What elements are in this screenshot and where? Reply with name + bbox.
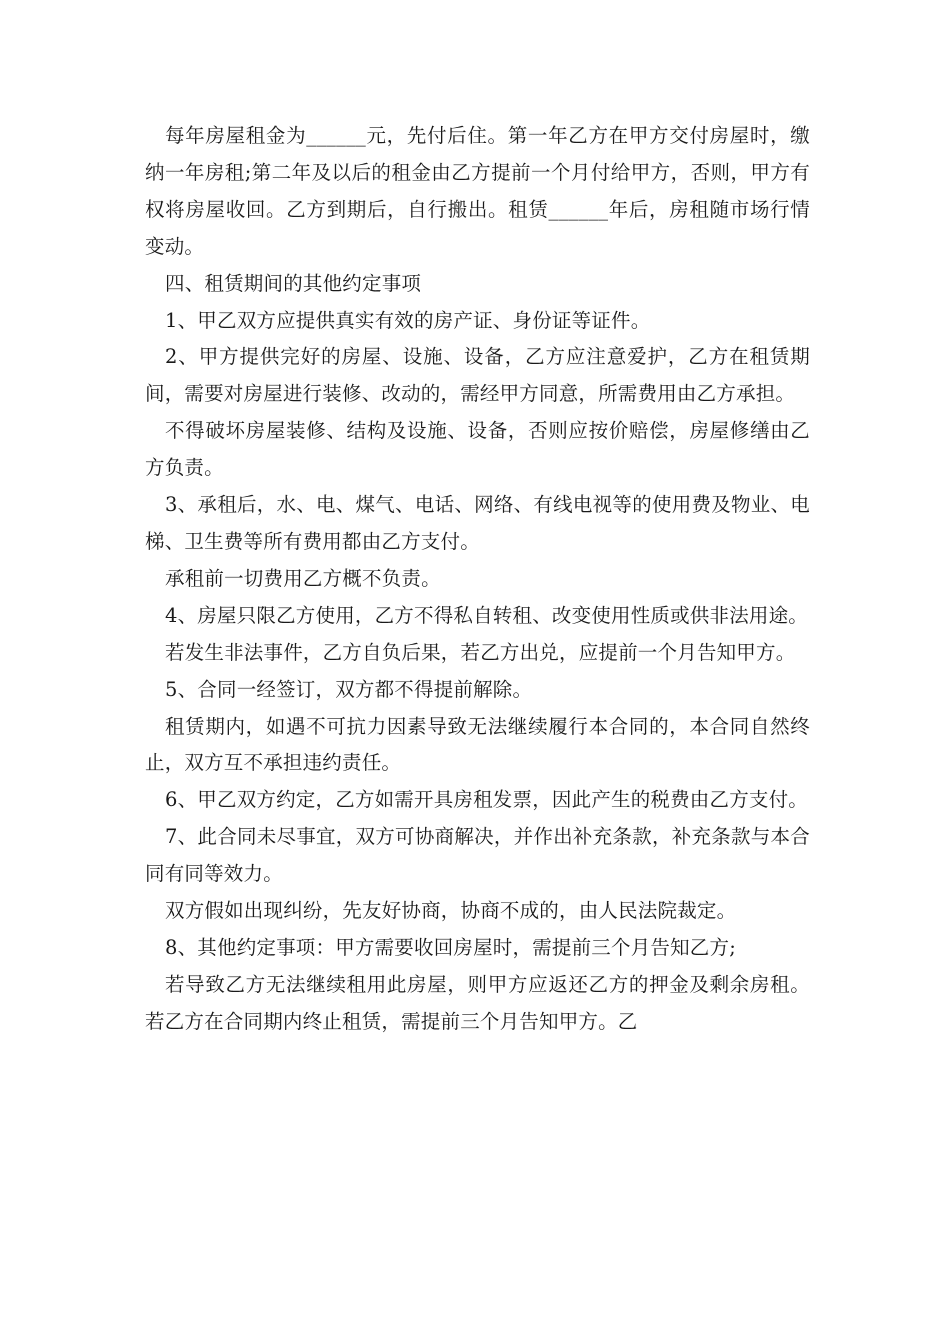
clause-6: 6、甲乙双方约定，乙方如需开具房租发票，因此产生的税费由乙方支付。 — [165, 788, 809, 812]
clause-5: 5、合同一经签订，双方都不得提前解除。 — [165, 677, 533, 701]
section-heading-other-terms: 四、租赁期间的其他约定事项 — [165, 271, 422, 295]
clause-7: 7、此合同未尽事宜，双方可协商解决，并作出补充条款，补充条款与本合同有同等效力。 — [145, 825, 810, 886]
clause-3-continued: 承租前一切费用乙方概不负责。 — [165, 566, 441, 590]
clause-8-continued: 若导致乙方无法继续租用此房屋，则甲方应返还乙方的押金及剩余房租。若乙方在合同期内终止租赁，需提前三个月告知甲方。乙 — [145, 972, 810, 1033]
clause-2: 2、甲方提供完好的房屋、设施、设备，乙方应注意爱护，乙方在租赁期间，需要对房屋进行装修、改动的，需经甲方同意，所需费用由乙方承担。 — [145, 345, 810, 406]
clause-2-continued: 不得破坏房屋装修、结构及设施、设备，否则应按价赔偿，房屋修缮由乙方负责。 — [145, 419, 810, 480]
clause-5-continued: 租赁期内，如遇不可抗力因素导致无法继续履行本合同的，本合同自然终止，双方互不承担违约责任。 — [145, 714, 810, 775]
clause-1: 1、甲乙双方应提供真实有效的房产证、身份证等证件。 — [165, 308, 651, 332]
clause-4: 4、房屋只限乙方使用，乙方不得私自转租、改变使用性质或供非法用途。 — [165, 603, 809, 627]
clause-3: 3、承租后，水、电、煤气、电话、网络、有线电视等的使用费及物业、电梯、卫生费等所有费用都由乙方支付。 — [145, 493, 810, 553]
paragraph-rent-payment: 每年房屋租金为______元，先付后住。第一年乙方在甲方交付房屋时，缴纳一年房租;第二年及以后的租金由乙方提前一个月付给甲方，否则，甲方有权将房屋收回。乙方到期后，自行搬出。租赁______年后，房租随市场行情变动。 — [145, 124, 810, 258]
clause-7-continued: 双方假如出现纠纷，先友好协商，协商不成的，由人民法院裁定。 — [165, 899, 737, 923]
clause-4-continued: 若发生非法事件，乙方自负后果，若乙方出兑，应提前一个月告知甲方。 — [165, 640, 796, 664]
clause-8: 8、其他约定事项：甲方需要收回房屋时，需提前三个月告知乙方; — [165, 935, 736, 959]
document-body — [145, 118, 810, 1041]
